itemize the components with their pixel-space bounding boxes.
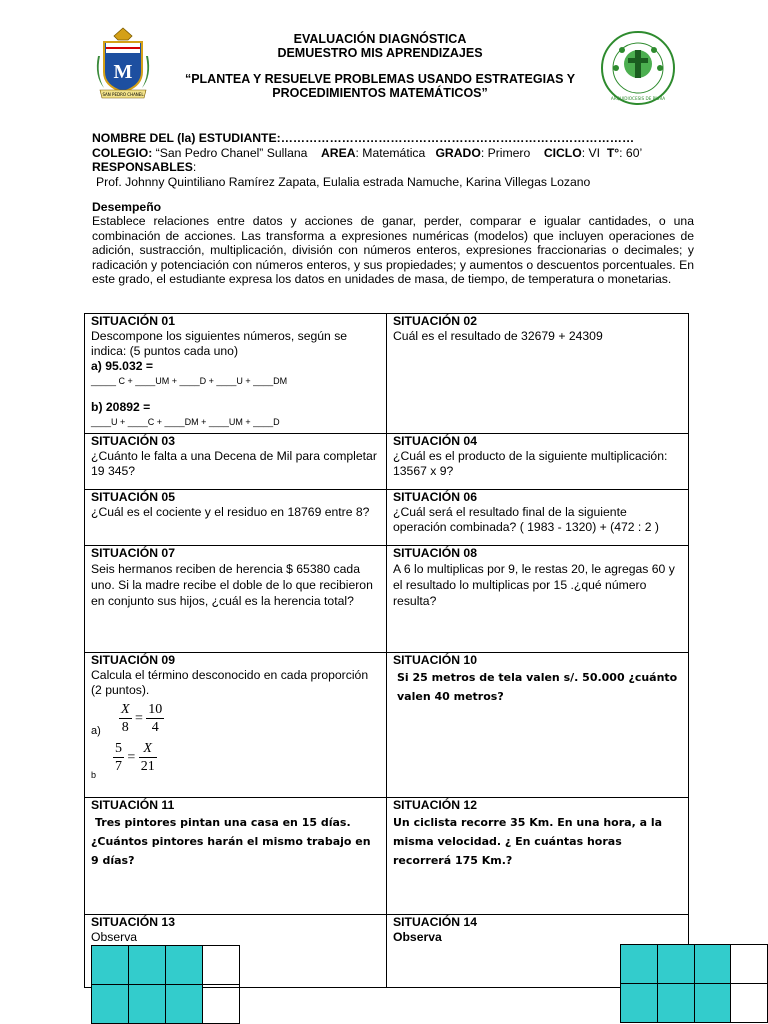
situation-06-cell bbox=[387, 490, 689, 546]
fraction-denominator: 21 bbox=[140, 759, 155, 774]
grid-cell-filled bbox=[621, 945, 658, 984]
responsables-row bbox=[92, 160, 692, 175]
colegio-label: COLEGIO: bbox=[92, 145, 153, 160]
proportion-a-label: a) bbox=[91, 725, 101, 737]
grid-cell-filled bbox=[694, 945, 731, 984]
grid-cell-filled bbox=[694, 984, 731, 1023]
title-evaluation: EVALUACIÓN DIAGNÓSTICA bbox=[293, 32, 467, 46]
proportion-b-label: b bbox=[91, 770, 97, 780]
situation-12-title: SITUACIÓN 12 bbox=[393, 798, 477, 812]
proportion-b-equals: = bbox=[127, 750, 136, 765]
situation-05-cell bbox=[85, 490, 387, 546]
fraction-denominator: 4 bbox=[151, 720, 159, 735]
grid-cell-filled bbox=[166, 946, 203, 985]
ciclo-value: : VI bbox=[581, 145, 601, 160]
area-label: AREA bbox=[320, 145, 356, 160]
title-subtitle: DEMUESTRO MIS APRENDIZAJES bbox=[277, 46, 483, 60]
grid-cell-empty bbox=[731, 945, 768, 984]
table-row bbox=[85, 546, 689, 653]
school-crest-logo bbox=[92, 26, 154, 100]
colegio-value: “San Pedro Chanel” Sullana bbox=[152, 145, 308, 160]
logo-right-text: ARQUIDIOCESIS DE PIURA bbox=[610, 96, 666, 101]
grid-cell-filled bbox=[657, 984, 694, 1023]
situation-07-text: Seis hermanos reciben de herencia $ 65380 cada uno. Si la madre recibe el doble de lo que recibieron en conjunto sus hijos, ¿cuál es la herencia total? bbox=[91, 562, 373, 608]
fraction-numerator: X bbox=[121, 702, 130, 717]
grid-row bbox=[621, 984, 768, 1023]
situation-12-text: Un ciclista recorre 35 Km. En una hora, a la misma velocidad. ¿ En cuántas horas recorrerá 175 Km.? bbox=[393, 816, 663, 867]
responsables-label: RESPONSABLES bbox=[92, 160, 193, 174]
t-value: : 60’ bbox=[619, 145, 643, 160]
logo-left-text: SAN PEDRO CHANEL bbox=[102, 92, 144, 97]
school-row bbox=[92, 146, 692, 161]
situation-05-title: SITUACIÓN 05 bbox=[91, 490, 175, 504]
situation-10-title: SITUACIÓN 10 bbox=[393, 653, 477, 667]
performance-section bbox=[92, 200, 694, 286]
situation-01-text: Descompone los siguientes números, según se indica: (5 puntos cada uno) bbox=[91, 329, 348, 358]
fraction-denominator: 8 bbox=[121, 720, 129, 735]
situation-08-text: A 6 lo multiplicas por 9, le restas 20, le agregas 60 y el resultado lo multiplicas por 15 .¿qué número resulta? bbox=[393, 562, 675, 608]
situation-12-cell bbox=[387, 798, 689, 915]
table-row bbox=[85, 653, 689, 798]
grid-cell-empty bbox=[203, 985, 240, 1024]
situation-04-cell bbox=[387, 434, 689, 490]
performance-text: Establece relaciones entre datos y acciones de ganar, perder, comparar e igualar cantidades, o una combinación de acciones. Las transforma a expresiones numéricas (modelos) que incluyen operaciones de adición, sustracción, multiplicación, división con números enteros, expresiones fraccionarias o decimales; y radicación y potenciación con números enteros, y sus propiedades; y aumentos o descuentos porcentuales. En este grado, el estudiante expresa los datos en unidades de masa, de tiempo, de temperatura o monetarias. bbox=[92, 214, 694, 287]
situation-04-title: SITUACIÓN 04 bbox=[393, 434, 477, 448]
situation-03-cell bbox=[85, 434, 387, 490]
grid-cell-filled bbox=[92, 985, 129, 1024]
situation-06-title: SITUACIÓN 06 bbox=[393, 490, 477, 504]
table-row bbox=[85, 798, 689, 915]
grid-cell-filled bbox=[621, 984, 658, 1023]
situation-05-text: ¿Cuál es el cociente y el residuo en 18769 entre 8? bbox=[91, 505, 370, 519]
proportion-b-fraction-1 bbox=[113, 740, 124, 775]
table-row bbox=[85, 314, 689, 434]
grid-figure-13 bbox=[91, 945, 240, 1024]
situation-01-b-label: b) 20892 = bbox=[91, 400, 151, 414]
proportion-a bbox=[91, 698, 380, 738]
grid-row bbox=[92, 985, 240, 1024]
grid-cell-empty bbox=[203, 946, 240, 985]
ciclo-label: CICLO bbox=[543, 145, 582, 160]
student-info bbox=[92, 131, 692, 189]
table-row bbox=[85, 434, 689, 490]
situation-02-text: Cuál es el resultado de 32679 + 24309 bbox=[393, 329, 603, 343]
title-quote-line2: PROCEDIMIENTOS MATEMÁTICOS” bbox=[272, 86, 488, 100]
student-name-row bbox=[92, 131, 692, 146]
situation-11-text-2: ¿Cuántos pintores harán el mismo trabajo en 9 días? bbox=[91, 835, 371, 867]
archdiocese-seal-logo bbox=[600, 30, 676, 106]
performance-title: Desempeño bbox=[92, 200, 162, 214]
situation-01-a-label: a) 95.032 = bbox=[91, 359, 154, 373]
situation-01-title: SITUACIÓN 01 bbox=[91, 314, 175, 328]
situation-11-cell bbox=[85, 798, 387, 915]
fraction-denominator: 7 bbox=[115, 759, 122, 774]
title-quote-line1: “PLANTEA Y RESUELVE PROBLEMAS USANDO ESTRATEGIAS Y bbox=[184, 72, 576, 86]
fraction-numerator: 10 bbox=[148, 702, 163, 717]
proportion-a-fraction-2 bbox=[146, 701, 164, 736]
svg-text:M: M bbox=[113, 61, 133, 83]
situation-02-cell bbox=[387, 314, 689, 434]
document-titles bbox=[160, 32, 600, 100]
situation-03-title: SITUACIÓN 03 bbox=[91, 434, 175, 448]
grado-label: GRADO bbox=[435, 145, 481, 160]
table-row bbox=[85, 490, 689, 546]
grid-cell-filled bbox=[166, 985, 203, 1024]
situation-10-text: Si 25 metros de tela valen s/. 50.000 ¿cuánto valen 40 metros? bbox=[397, 671, 678, 703]
situation-11-text-1: Tres pintores pintan una casa en 15 días. bbox=[95, 816, 351, 829]
document-header bbox=[0, 0, 768, 130]
grid-cell-filled bbox=[92, 946, 129, 985]
situation-09-title: SITUACIÓN 09 bbox=[91, 653, 175, 667]
situation-01-a-line: _____ C + ____UM + ____D + ____U + ____DM bbox=[91, 376, 288, 386]
responsables-value: Prof. Johnny Quintiliano Ramírez Zapata, Eulalia estrada Namuche, Karina Villegas Lozano bbox=[96, 174, 591, 189]
responsables-colon: : bbox=[192, 160, 197, 174]
situation-02-title: SITUACIÓN 02 bbox=[393, 314, 477, 328]
situation-08-cell bbox=[387, 546, 689, 653]
proportion-a-fraction-1 bbox=[119, 701, 132, 736]
grid-cell-empty bbox=[731, 984, 768, 1023]
student-name-label: NOMBRE DEL (la) ESTUDIANTE: bbox=[92, 131, 281, 145]
fraction-numerator: 5 bbox=[115, 741, 122, 756]
situation-14-title: SITUACIÓN 14 bbox=[393, 915, 477, 929]
t-label: T° bbox=[606, 145, 620, 160]
situation-01-b-line: ____U + ____C + ____DM + ____UM + ____D bbox=[91, 417, 280, 427]
area-value: : Matemática bbox=[355, 145, 426, 160]
situation-09-cell bbox=[85, 653, 387, 798]
situation-14-text: Observa bbox=[393, 930, 442, 944]
proportion-b-fraction-2 bbox=[139, 740, 157, 775]
grid-cell-filled bbox=[129, 946, 166, 985]
student-name-dots: …………………………………………………………………………… bbox=[280, 131, 635, 145]
proportion-b bbox=[91, 738, 380, 778]
grado-value: : Primero bbox=[480, 145, 531, 160]
situation-04-text: ¿Cuál es el producto de la siguiente multiplicación: 13567 x 9? bbox=[393, 449, 668, 478]
situation-13-title: SITUACIÓN 13 bbox=[91, 915, 175, 929]
situation-13-text: Observa bbox=[91, 930, 138, 944]
proportion-a-equals: = bbox=[134, 711, 143, 726]
situation-03-text: ¿Cuánto le falta a una Decena de Mil para completar 19 345? bbox=[91, 449, 377, 478]
grid-figure-14 bbox=[620, 944, 768, 1023]
situation-06-text: ¿Cuál será el resultado final de la siguiente operación combinada? ( 1983 - 1320) + (472 : 2 ) bbox=[393, 505, 659, 534]
situation-08-title: SITUACIÓN 08 bbox=[393, 546, 477, 560]
grid-row bbox=[621, 945, 768, 984]
situation-11-title: SITUACIÓN 11 bbox=[91, 798, 175, 812]
grid-cell-filled bbox=[657, 945, 694, 984]
situation-07-cell bbox=[85, 546, 387, 653]
situation-10-cell bbox=[387, 653, 689, 798]
situation-07-title: SITUACIÓN 07 bbox=[91, 546, 175, 560]
situation-01-cell bbox=[85, 314, 387, 434]
situations-table bbox=[84, 313, 689, 988]
situation-09-text: Calcula el término desconocido en cada proporción (2 puntos). bbox=[91, 668, 369, 697]
grid-cell-filled bbox=[129, 985, 166, 1024]
grid-row bbox=[92, 946, 240, 985]
fraction-numerator: X bbox=[139, 740, 157, 758]
